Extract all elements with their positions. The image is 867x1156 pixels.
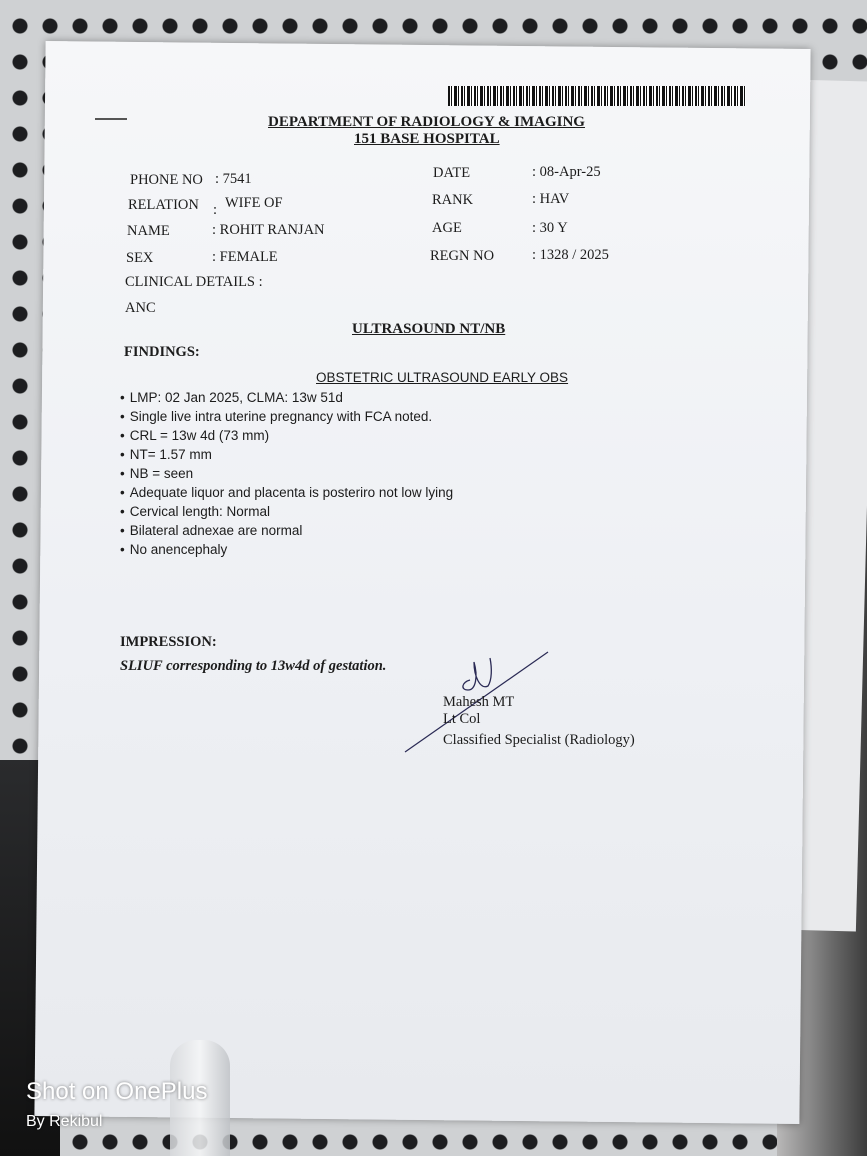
clinical-details-value: ANC	[125, 300, 156, 316]
name-value: : ROHIT RANJAN	[212, 222, 325, 238]
rank-value: : HAV	[532, 191, 570, 207]
finding-item: • NB = seen	[120, 464, 453, 483]
relation-label: RELATION	[128, 197, 199, 213]
impression-heading: IMPRESSION:	[120, 634, 217, 650]
finding-item: • NT= 1.57 mm	[120, 445, 453, 464]
camera-watermark: Shot on OnePlus	[26, 1078, 208, 1105]
finding-item: • Cervical length: Normal	[120, 502, 453, 521]
relation-value: WIFE OF	[225, 195, 283, 211]
name-label: NAME	[127, 223, 170, 239]
finding-item: • Single live intra uterine pregnancy with FCA noted.	[120, 407, 453, 426]
age-value: : 30 Y	[532, 220, 568, 236]
report-title: ULTRASOUND NT/NB	[352, 321, 506, 337]
finding-item: • Bilateral adnexae are normal	[120, 521, 453, 540]
finding-item: • No anencephaly	[120, 540, 453, 559]
finding-item: • Adequate liquor and placenta is posteriro not low lying	[120, 483, 453, 502]
signatory-rank: Lt Col	[443, 711, 481, 727]
margin-mark	[95, 118, 127, 120]
hospital-title: 151 BASE HOSPITAL	[354, 131, 500, 147]
age-label: AGE	[432, 220, 462, 236]
barcode	[448, 86, 746, 106]
sex-value: : FEMALE	[212, 249, 278, 265]
sex-label: SEX	[126, 250, 154, 266]
findings-subtitle: OBSTETRIC ULTRASOUND EARLY OBS	[316, 370, 569, 385]
impression-text: SLIUF corresponding to 13w4d of gestation.	[120, 658, 387, 674]
date-value: : 08-Apr-25	[532, 164, 601, 180]
findings-heading: FINDINGS:	[124, 344, 200, 360]
regn-value: : 1328 / 2025	[532, 247, 609, 263]
signatory-name: Mahesh MT	[443, 694, 515, 710]
findings-list	[120, 388, 453, 559]
signatory-designation: Classified Specialist (Radiology)	[443, 732, 635, 748]
finding-item: • LMP: 02 Jan 2025, CLMA: 13w 51d	[120, 388, 453, 407]
department-title: DEPARTMENT OF RADIOLOGY & IMAGING	[268, 114, 585, 130]
relation-colon: :	[213, 202, 218, 218]
date-label: DATE	[433, 165, 471, 181]
phone-label: PHONE NO	[130, 172, 203, 188]
regn-label: REGN NO	[430, 248, 495, 264]
finding-item: • CRL = 13w 4d (73 mm)	[120, 426, 453, 445]
phone-value: : 7541	[215, 171, 252, 187]
camera-watermark-credit: By Rekibul	[26, 1113, 103, 1130]
clinical-details-label: CLINICAL DETAILS :	[125, 274, 263, 290]
rank-label: RANK	[432, 192, 474, 208]
